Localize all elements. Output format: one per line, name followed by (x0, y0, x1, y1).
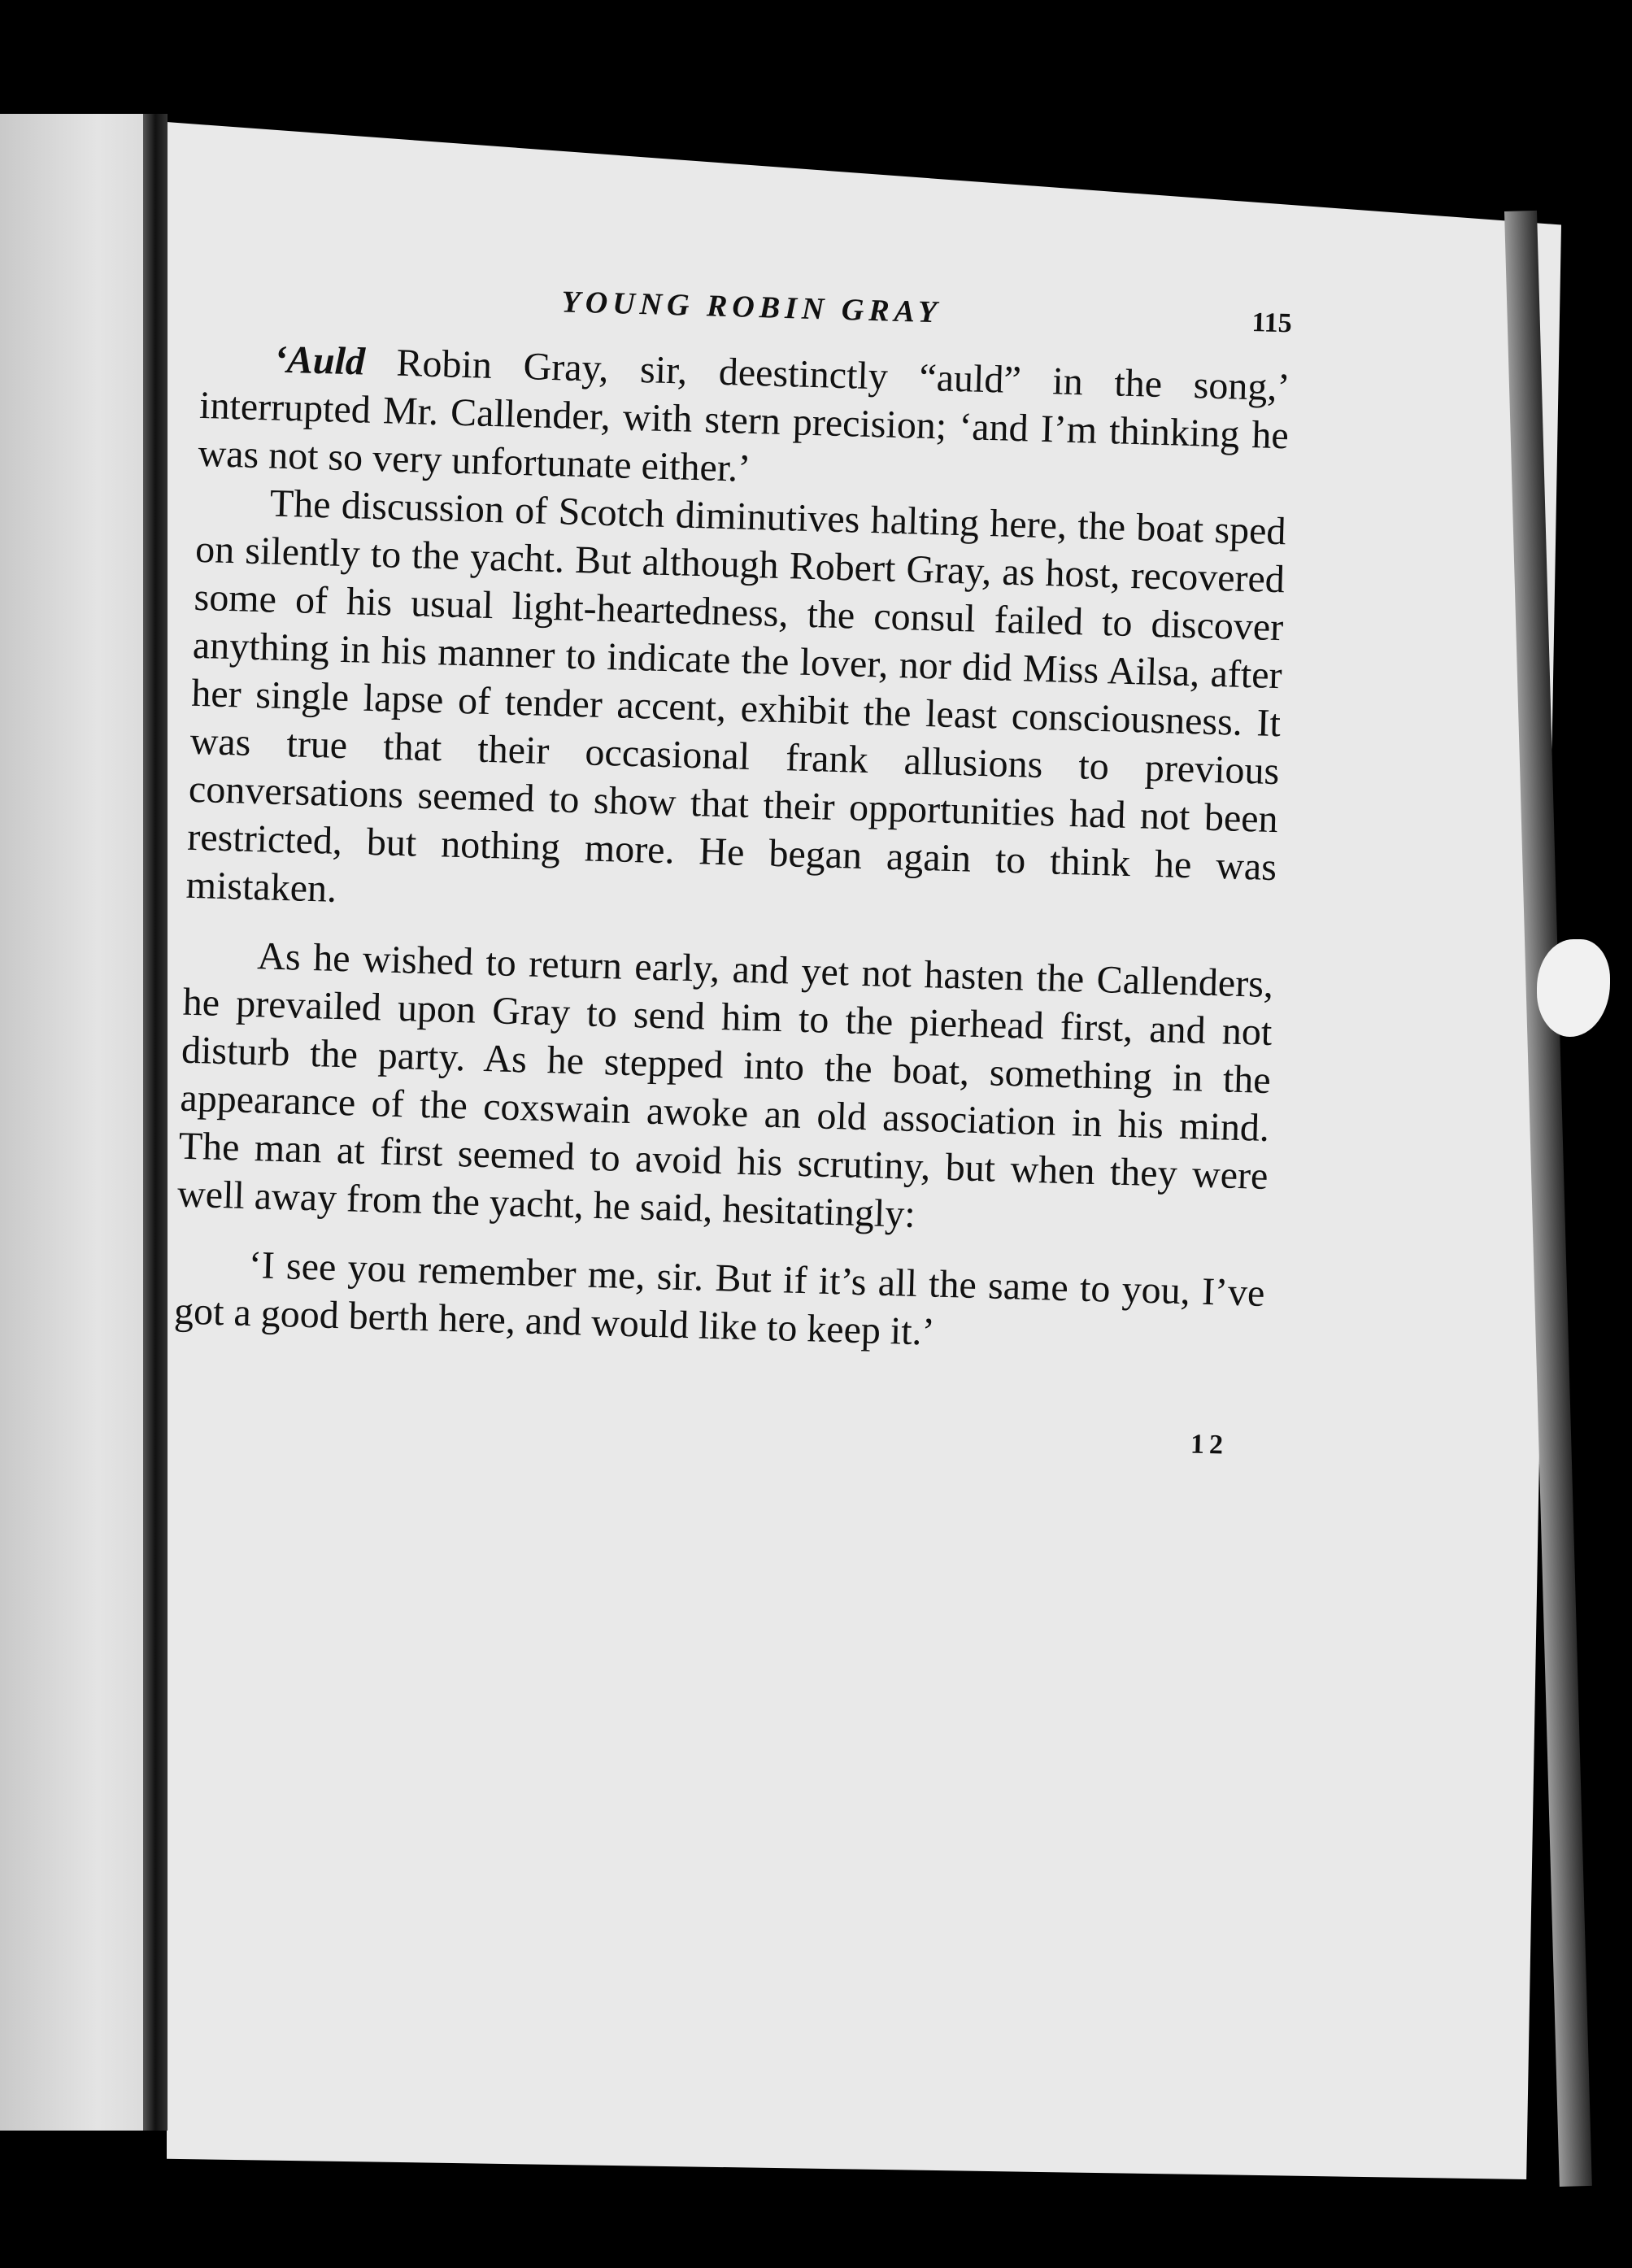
running-head: YOUNG ROBIN GRAY (561, 285, 942, 330)
paper-tab-mark (1537, 939, 1610, 1037)
page-text-block (171, 268, 1293, 1470)
paragraph-3-text: As he wished to return early, and yet not hasten the Callenders, he prevailed upon Gray to send him to the pierhead first, and not disturb the party. As he stepped into the boat, something in the appearance of the coxswain awoke an old association in his mind. The man at first seemed to avoid his scrutiny, but when they were well away from the yacht, he said, hesitatingly: (176, 934, 1274, 1236)
paragraph-1-text: Robin Gray, sir, deestinctly “auld” in the song,’ interrupted Mr. Callender, with stern precision; ‘and I’m thinking he was not so very unfortunate either.’ (197, 340, 1291, 490)
paragraph-4 (173, 1239, 1265, 1365)
paragraph-2-text: The discussion of Scotch diminutives halting here, the boat sped on silently to the yacht. But although Robert Gray, as host, recovered some of his usual light-heartedness, the consul failed to discover anything in his manner to indicate the lover, nor did Miss Ailsa, after her single lapse of tender accent, exhibit the least consciousness. It was true that their occasional frank allusions to previous conversations seemed to show that their opportunities had not been restricted, but nothing more. He began again to think he was mistaken. (185, 481, 1287, 911)
facing-page-edge (0, 114, 163, 2131)
paragraph-1-lead: ‘Auld (273, 337, 366, 384)
page-number: 115 (1251, 307, 1293, 339)
paragraph-2 (185, 477, 1286, 939)
book-spine (143, 114, 168, 2131)
paragraph-3 (176, 930, 1273, 1248)
signature-mark: 12 (1190, 1429, 1229, 1460)
paragraph-4-text: ‘I see you remember me, sir. But if it’s all the same to you, I’ve got a good berth here, and would like to keep it.’ (173, 1243, 1266, 1354)
